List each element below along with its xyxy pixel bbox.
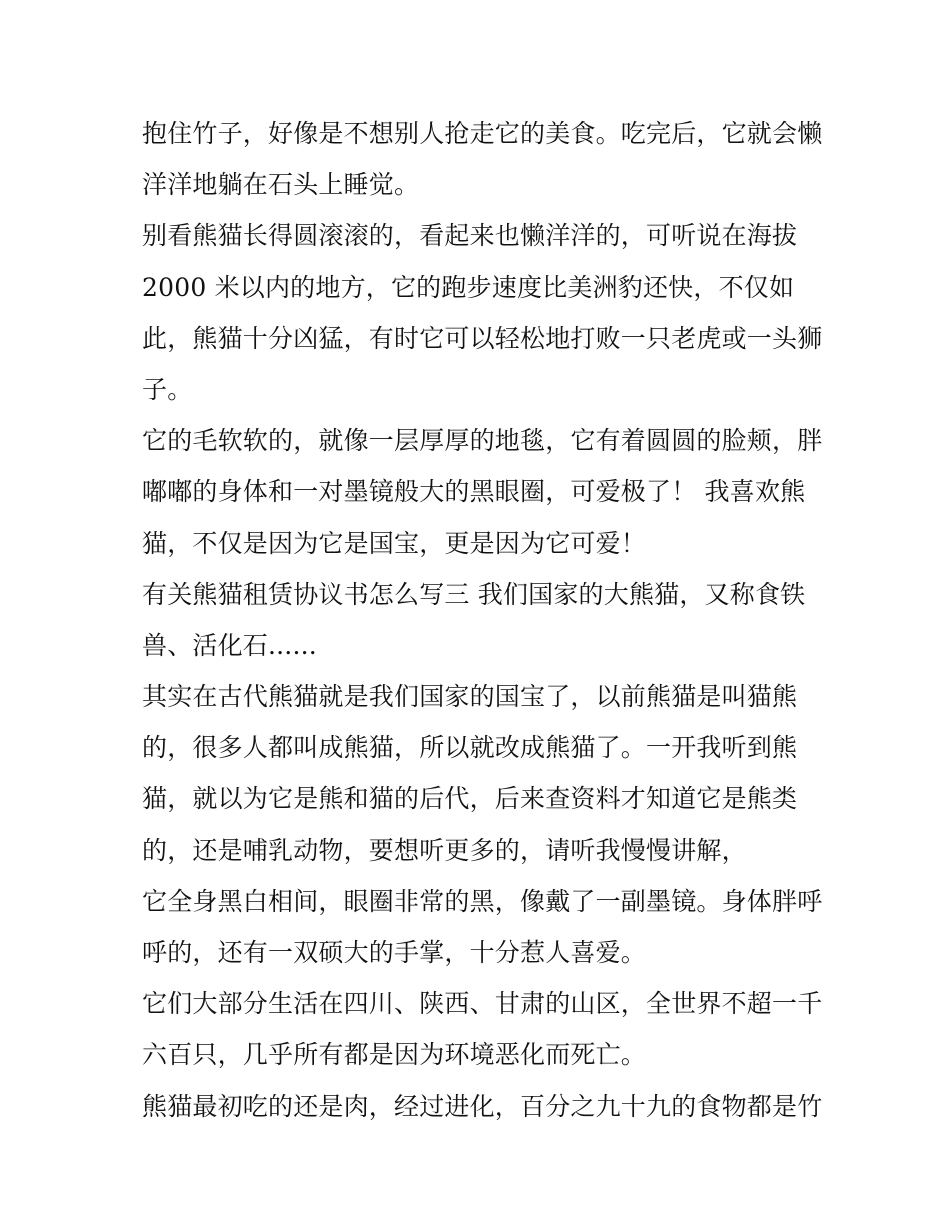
text-line: 此，熊猫十分凶猛，有时它可以轻松地打败一只老虎或一头狮 xyxy=(142,323,823,353)
text-line: 熊猫最初吃的还是肉，经过进化，百分之九十九的食物都是竹 xyxy=(142,1091,823,1121)
text-line: 呼的，还有一双硕大的手掌，十分惹人喜爱。 xyxy=(142,938,647,967)
text-line: 它全身黑白相间，眼圈非常的黑，像戴了一副墨镜。身体胖呼 xyxy=(142,886,823,916)
text-line: 的，很多人都叫成熊猫，所以就改成熊猫了。一开我听到熊 xyxy=(142,733,798,763)
text-line: 它们大部分生活在四川、陕西、甘肃的山区，全世界不超一千 xyxy=(142,989,823,1019)
text-line: 洋洋地躺在石头上睡觉。 xyxy=(142,170,420,200)
text-line: 兽、活化石...... xyxy=(142,630,317,660)
text-line: 子。 xyxy=(142,374,193,404)
text-line: 嘟嘟的身体和一对墨镜般大的黑眼圈，可爱极了！ 我喜欢熊 xyxy=(142,477,806,507)
document-body xyxy=(142,108,822,1132)
text-line: 2000 米以内的地方，它的跑步速度比美洲豹还快，不仅如 xyxy=(142,272,795,302)
text-line: 其实在古代熊猫就是我们国家的国宝了，以前熊猫是叫猫熊 xyxy=(142,682,798,712)
text-line: 猫，不仅是因为它是国宝，更是因为它可爱！ xyxy=(142,528,647,558)
text-line: 它的毛软软的，就像一层厚厚的地毯，它有着圆圆的脸颊，胖 xyxy=(142,426,823,456)
text-line: 的，还是哺乳动物，要想听更多的，请听我慢慢讲解， xyxy=(142,835,747,865)
text-line: 猫，就以为它是熊和猫的后代，后来查资料才知道它是熊类 xyxy=(142,784,798,814)
text-line: 有关熊猫租赁协议书怎么写三 我们国家的大熊猫，又称食铁 xyxy=(142,579,806,609)
text-line: 别看熊猫长得圆滚滚的，看起来也懒洋洋的，可听说在海拔 xyxy=(142,221,798,251)
text-line: 抱住竹子，好像是不想别人抢走它的美食。吃完后，它就会懒 xyxy=(142,119,823,148)
text-line: 六百只，几乎所有都是因为环境恶化而死亡。 xyxy=(142,1040,647,1070)
